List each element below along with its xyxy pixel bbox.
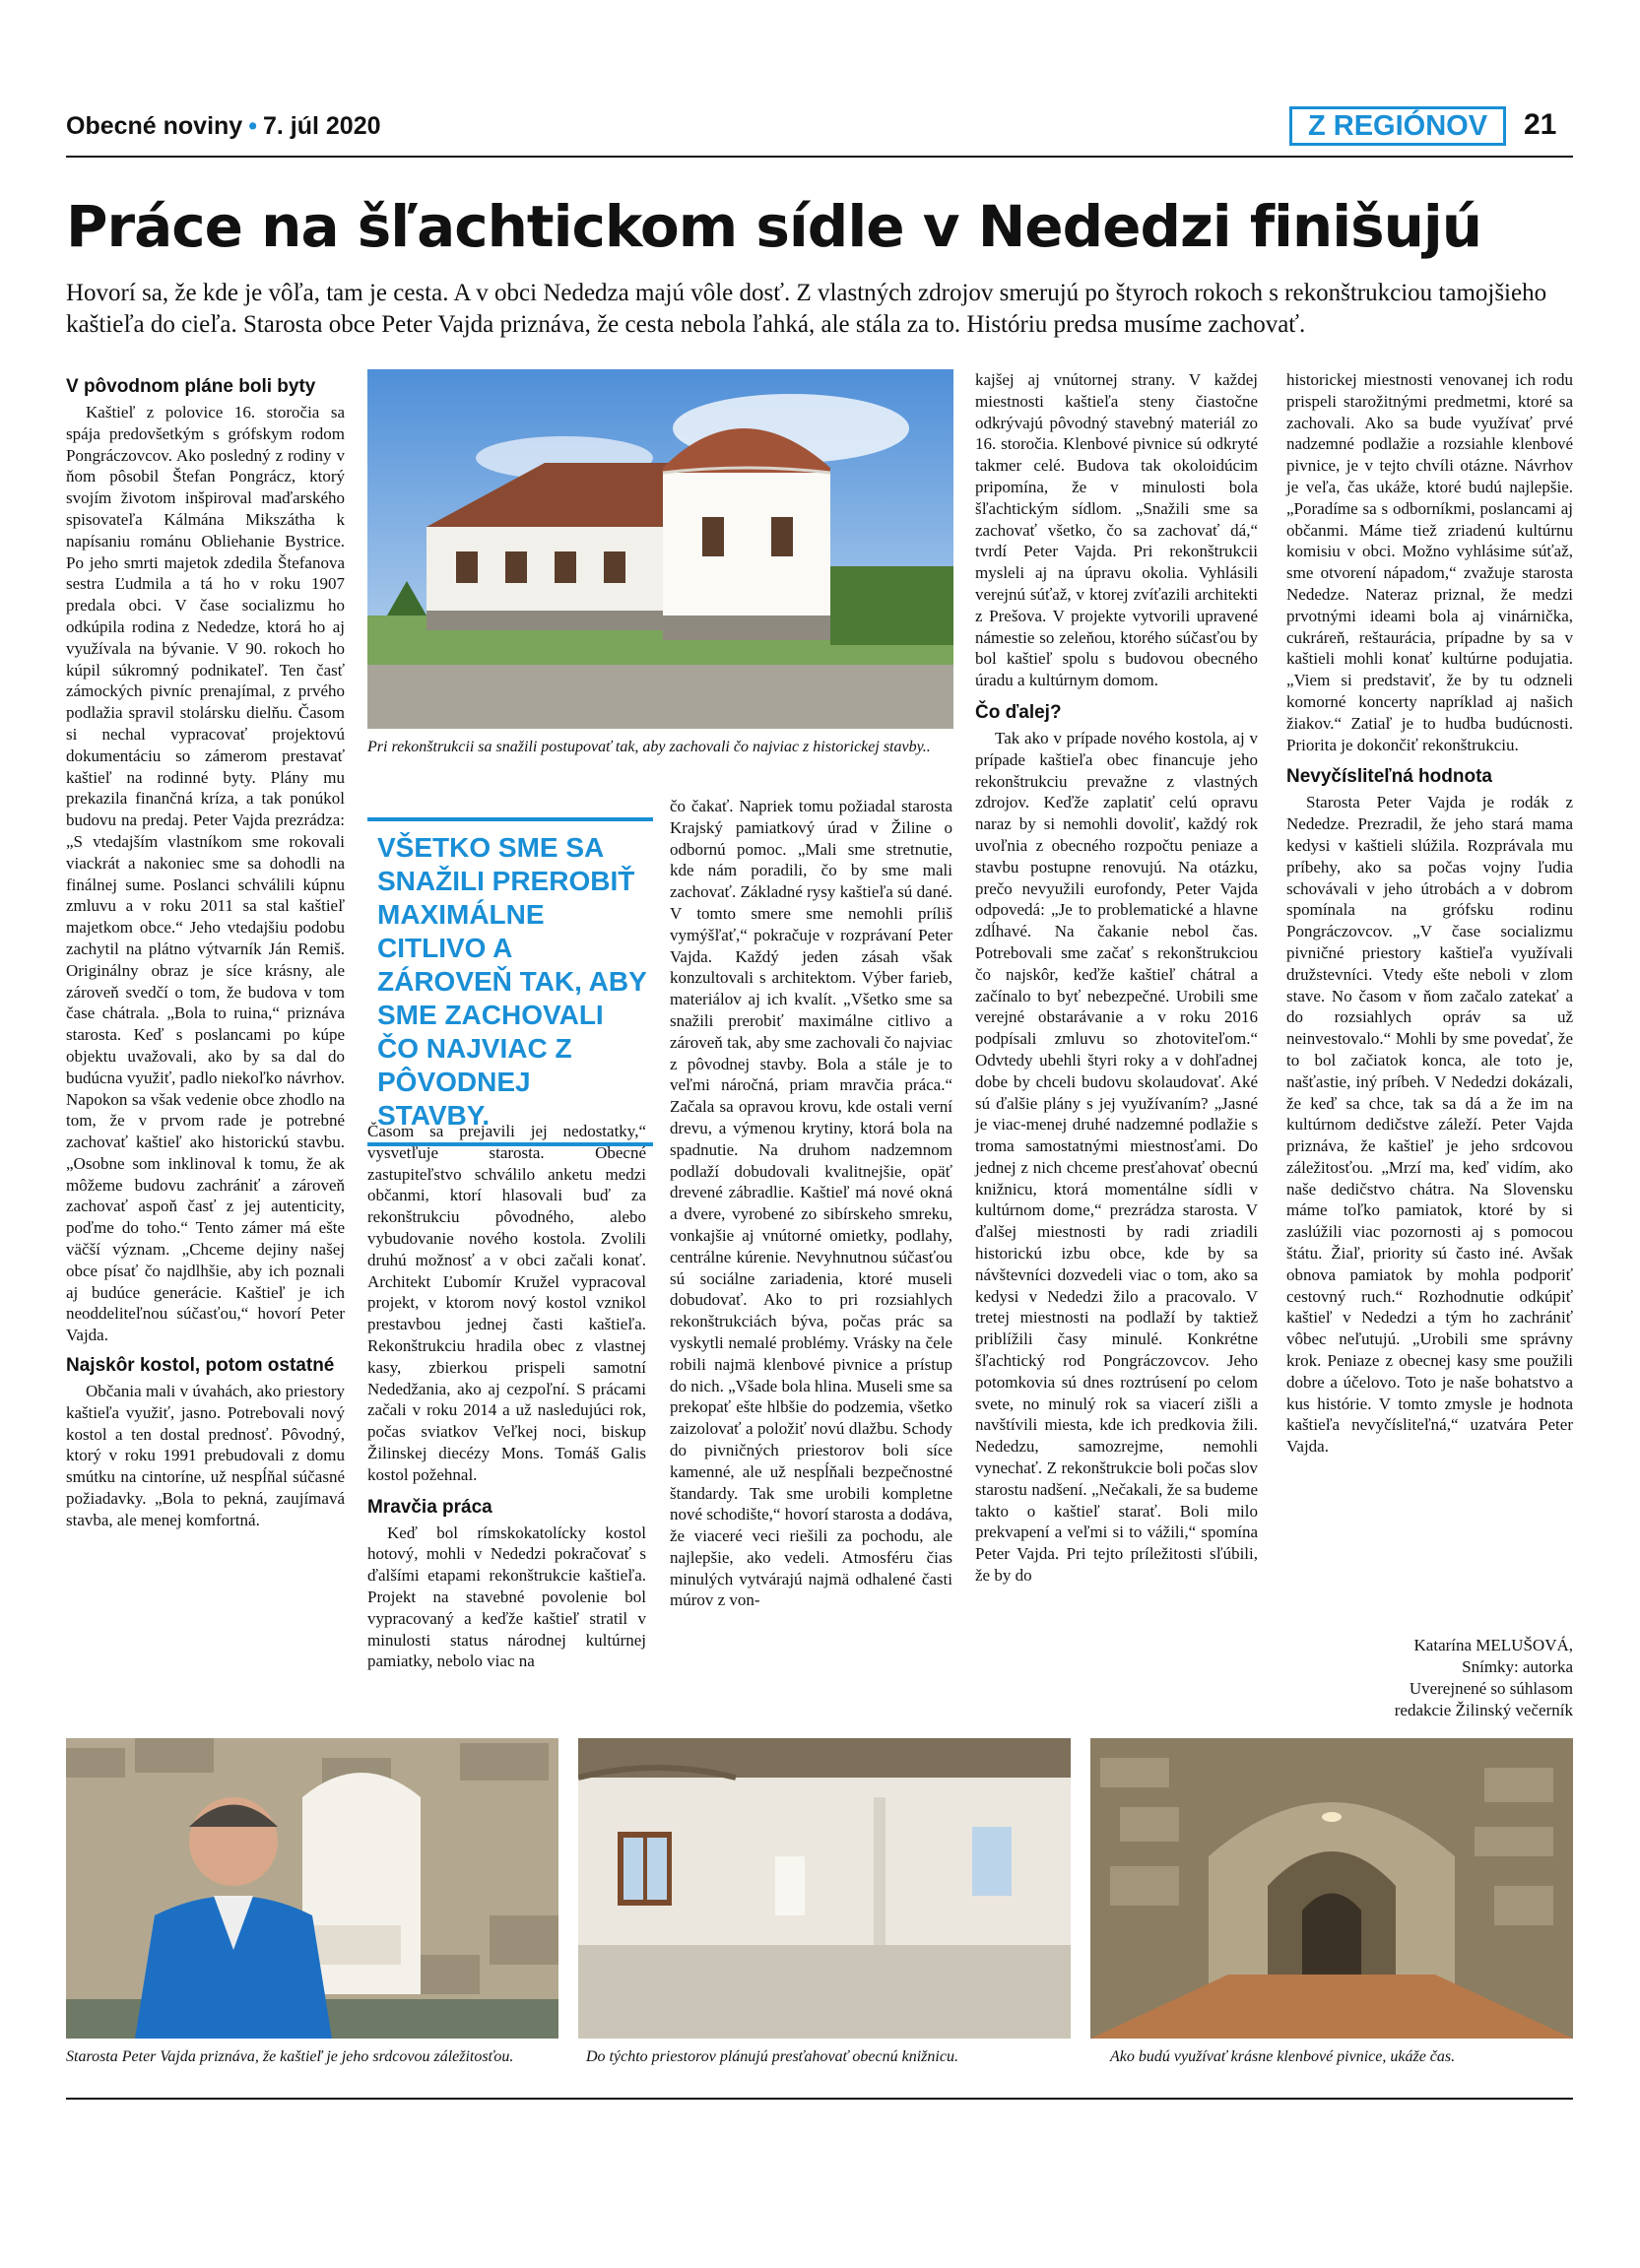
manor-house-illustration (367, 369, 953, 729)
article-column-2 (367, 1121, 646, 1672)
paragraph: Starosta Peter Vajda je rodák z Nededze. Prezradil, že jeho stará mama kedysi v kaštieli slúžila. Rozprávala mu príbehy, ako sa počas vojny ľudia schovávali v jeho útrobách a v dobrom spomínala na grófsku rodinu Pongráczovcov. „V čase socializmu pivničné priestory kaštieľa využívali družstevníci. Vtedy ešte neboli v zlom stave. No časom v ňom začalo zatekať a do rozsiahlych opráv sa už neinvestovalo.“ Mohli by sme povedať, že to bol začiatok konca, ale toto je, našťastie, iný príbeh. V Nededzi dokázali, že keď sa chce, tak sa dá a že im na kultúrnom dedičstve záleží. Peter Vajda priznáva, že kaštieľ je jeho srdcovou záležitosťou. „Mrzí ma, keď vidím, ako naše dedičstvo chátra. Na Slovensku máme toľko pamiatok, ktoré by si zaslúžili viac pozornosti aj s pomocou štátu. Žiaľ, priority sú často iné. Avšak obnova pamiatok by mohla podporiť cestovný ruch.“ Rozhodnutie odkúpiť kaštieľ v Nededzi a tým ho zachrániť vôbec neľutujú. „Urobili sme správny krok. Peniaze z obecnej kasy sme použili dobre a účelovo. Toto je naše bohatstvo a kus histórie. V tomto zmysle je hodnota kaštieľa nevyčísliteľná,“ uzatvára Peter Vajda. (1286, 793, 1573, 1457)
paragraph: kajšej aj vnútornej strany. V každej miestnosti kaštieľa steny čiastočne odkrývajú pôvodný stavebný materiál zo 16. storočia. Klenbové pivnice sú odkryté takmer celé. Budova tak okoloidúcim pripomína, že v minulosti bola šľachtickým sídlom. „Snažili sme sa zachovať všetko, čo sa zachovať dá,“ tvrdí Peter Vajda. Pri rekonštrukcii mysleli aj na úpravu okolia. Vyhlásili verejnú súťaž, v ktorej zvíťazili architekti z Prešova. V projekte vytvorili upravené námestie so zeleňou, ktorého súčasťou by bol kaštieľ spolu s budovou obecného úradu a kultúrnym domom. (975, 370, 1258, 690)
rooms-photo-caption: Do týchto priestorov plánujú presťahovať obecnú knižnicu. (586, 2048, 958, 2065)
subheading-priceless-value: Nevyčísliteľná hodnota (1286, 766, 1492, 788)
permission-note: Uverejnené so súhlasom (1409, 1679, 1573, 1698)
article-column-1 (66, 369, 345, 1531)
rooms-photo (578, 1738, 1071, 2039)
pull-quote-text: VŠETKO SME SA SNAŽILI PREROBIŤ MAXIMÁLNE CITLIVO A ZÁROVEŇ TAK, ABY SME ZACHOVALI ČO NAJVIAC Z PÔVODNEJ STAVBY. (377, 832, 647, 1131)
subheading-what-next: Čo ďalej? (975, 701, 1062, 723)
rooms-illustration (578, 1738, 1071, 2039)
section-label: Z REGIÓNOV (1289, 106, 1506, 146)
issue-date: 7. júl 2020 (262, 112, 381, 140)
photo-credit: Snímky: autorka (1462, 1657, 1573, 1676)
subheading-original-plan: V pôvodnom pláne boli byty (66, 376, 316, 397)
paragraph: Časom sa prejavili jej nedostatky,“ vysvetľuje starosta. Obecné zastupiteľstvo schválilo anketu medzi občanmi, ktorí hlasovali buď za rekonštrukciu pôvodného, alebo vybudovanie nového kostola. Zvolili druhú možnosť a v obci začali konať. Architekt Ľubomír Kružel vypracoval projekt, v ktorom nový kostol vznikol prestavbou jednej časti kaštieľa. Rekonštrukciu hradila obec z vlastnej kasy, zbierkou prispeli samotní Nededžania, ako aj cezpoľní. S prácami začali v roku 2014 a už nasledujúci rok, počas sviatkov Veľkej noci, biskup Žilinskej diecézy Mons. Tomáš Galis kostol požehnal. (367, 1122, 646, 1484)
footer-rule (66, 2098, 1573, 2100)
paragraph: Tak ako v prípade nového kostola, aj v prípade kaštieľa obec financuje jeho rekonštrukciu prevažne z vlastných zdrojov. Keďže zaplatiť celú opravu naraz by si nemohli dovoliť, každý rok uvoľnia z obecného rozpočtu peniaze a stavbu postupne renovujú. Na otázku, prečo nevyužili eurofondy, Peter Vajda odpovedá: „Je to problematické a hlavne zdĺhavé. Na čakanie nebol čas. Potrebovali sme začať s rekonštrukciou čo najskôr, keďže kaštieľ chátral a začínalo to byť nebezpečné. Urobili sme verejné obstarávanie a v roku 2016 podpísali zmluvu so zhotoviteľom.“ Odvtedy ubehli štyri roky a v dohľadnej dobe by chceli budovu skolaudovať. Aké sú ďalšie plány s jej využívaním? „Jasné je viac-menej druhé nadzemné podlažie s troma samostatnými miestnosťami. Do jednej z nich chceme presťahovať obecnú knižnicu, ktorá momentálne sídli v kultúrnom dome,“ prezrádza starosta. V ďalšej miestnosti by radi zriadili historickú izbu obce, kde by sa návštevníci dozvedeli viac o tom, ako sa kedysi v Nededzi žilo a pracovalo. V tretej miestnosti na podlaží by taktiež priblížili časy minulé. Konkrétne šľachtický rod Pongráczovcov. Jeho potomkovia sú dnes roztrúsení po celom svete, no minulý rok sa viacerí zišli a navštívili miesta, kde ich predkovia žili. Nededzu, samozrejme, nemohli vynechať. Z rekonštrukcie boli počas slov starostu nadšení. „Nečakali, že sa budeme takto o kaštieľ starať. Boli milo prekvapení a veľmi si to vážili,“ spomína Peter Vajda. Pri tejto príležitosti sľúbili, že by do (975, 728, 1258, 1586)
author-name: Katarína MELUŠOVÁ, (1413, 1636, 1573, 1654)
paragraph: Kaštieľ z polovice 16. storočia sa spája predovšetkým s grófskym rodom Pongráczovcov. Ako posledný z rodiny v ňom pôsobil Štefan Pongrácz, ktorý svojím životom inšpiroval maďarského spisovateľa Kálmána Mikszátha k napísaniu románu Obliehanie Bystrice. Po jeho smrti majetok zdedila Štefanova sestra Ľudmila a tá ho v roku 1907 predala obci. V čase socializmu ho odkúpila rodina z Nededze, ktorá ho aj využívala na bývanie. V 90. rokoch ho kúpil súkromný podnikateľ. Ten časť zámockých pivníc prenajímal, z prvého podlažia spravil stolársku dielňu. Časom si nechal vypracovať projektovú dokumentáciu so zámerom prestavať kaštieľ na rodinné byty. Plány mu prekazila finančná kríza, a tak ponúkol budovu na predaj. Peter Vajda prezrádza: „S vtedajším vlastníkom sme rokovali viackrát a nakoniec sme sa dohodli na finálnej sume. Poslanci schválili kúpnu zmluvu a v roku 2011 sa stal kaštieľ majetkom obce.“ Jeho vtedajšiu podobu zachytil na plátno výtvarník Ján Remiš. Originálny obraz je síce krásny, ale zároveň svedčí o tom, že budova v tom čase chátrala. „Bola to ruina,“ priznáva starosta. Keď s poslancami po kúpe objektu uvažovali, ako by sa dal do budúcna využiť, padlo niekoľko návrhov. Napokon sa však vedenie obce zhodlo na tom, že v prvom rade je potrebné zachovať kaštieľ ako historickú stavbu. „Osobne som inklinoval k tomu, že ak môžeme budovu zachrániť a zároveň zachovať aspoň časť z jej autenticity, poďme do toho.“ Tento zámer má ešte väčší význam. „Chceme dejiny našej obce písať čo najdlhšie, aby ich poznali aj budúce generácie. Kaštieľ je ich neoddeliteľnou súčasťou,“ hovorí Peter Vajda. (66, 403, 345, 1345)
author-signature (1280, 1635, 1573, 1721)
article-column-4 (975, 369, 1258, 1587)
cellar-photo (1090, 1738, 1573, 2039)
article-column-3 (670, 796, 952, 1611)
paragraph: Keď bol rímskokatolícky kostol hotový, mohli v Nededzi pokračovať s ďalšími etapami rekonštrukcie kaštieľa. Projekt na stavebné povolenie bol vypracovaný a keďže kaštieľ stratil v minulosti status národnej kultúrnej pamiatky, nebolo viac na (367, 1523, 646, 1671)
pull-quote (367, 817, 653, 1146)
paragraph: Občania mali v úvahách, ako priestory kaštieľa využiť, jasno. Potrebovali nový kostol a ten dostal prednosť. Pôvodný, ktorý v roku 1991 prebudovali z domu smútku na cintoríne, už nespĺňal súčasné požiadavky. „Bola to pekná, zaujímavá stavba, ale menej komfortná. (66, 1382, 345, 1529)
permission-note-source: redakcie Žilinský večerník (1394, 1701, 1573, 1719)
page-header (66, 106, 1573, 150)
publication-line (66, 112, 381, 141)
header-rule (66, 156, 1573, 158)
mayor-photo (66, 1738, 558, 2039)
mayor-photo-caption: Starosta Peter Vajda priznáva, že kaštieľ je jeho srdcovou záležitosťou. (66, 2048, 514, 2065)
page-number: 21 (1524, 108, 1557, 141)
manor-house-photo (367, 369, 953, 729)
mayor-illustration (66, 1738, 558, 2039)
separator-dot: • (248, 112, 257, 140)
article-lead: Hovorí sa, že kde je vôľa, tam je cesta. A v obci Nededza majú vôle dosť. Z vlastných zdrojov smerujú po štyroch rokoch s rekonštrukciou tamojšieho kaštieľa do cieľa. Starosta obce Peter Vajda priznáva, že cesta nebola ľahká, ale stála za to. Históriu predsa musíme zachovať. (66, 280, 1547, 338)
article-column-5 (1286, 369, 1573, 1458)
main-photo-caption: Pri rekonštrukcii sa snažili postupovať tak, aby zachovali čo najviac z historickej stavby.. (367, 739, 931, 755)
cellar-illustration (1090, 1738, 1573, 2039)
publication-name: Obecné noviny (66, 112, 243, 140)
cellar-photo-caption: Ako budú využívať krásne klenbové pivnice, ukáže čas. (1110, 2048, 1456, 2065)
article-title: Práce na šľachtickom sídle v Nededzi finišujú (66, 193, 1482, 260)
paragraph: čo čakať. Napriek tomu požiadal starosta Krajský pamiatkový úrad v Žiline o odbornú pomoc. „Mali sme stretnutie, kde nám poradili, čo by sme mali zachovať. Základné rysy kaštieľa sú dané. V tomto smere sme nemohli príliš vymýšľať,“ pokračuje v rozprávaní Peter Vajda. Každý jeden zásah však konzultovali s architektom. Výber farieb, materiálov aj ich kvalít. „Všetko sme sa snažili prerobiť maximálne citlivo a zároveň tak, aby sme zachovali čo najviac z pôvodnej stavby. Bola a stále je to veľmi náročná, priam mravčia práca.“ Začala sa opravou krovu, kde ostali verní drevu, a výmenou krytiny, ktorá bola na spadnutie. Na druhom nadzemnom podlaží dobudovali kvalitnejšie, opäť drevené zábradlie. Kaštieľ má nové okná a dvere, vyrobené zo sibírskeho smreku, vonkajšie aj vnútorné omietky, podlahy, centrálne kúrenie. Nevyhnutnou súčasťou sú sociálne zariadenia, ktoré museli dobudovať. Ako to pri rozsiahlych rekonštrukciách býva, počas prác sa vyskytli nemalé problémy. Vrásky na čele robili najmä klenbové pivnice a prístup do nich. „Všade bola hlina. Museli sme sa prekopať ešte hlbšie do podzemia, všetko zaizolovať a položiť novú dlažbu. Schody do pivničných priestorov boli síce kamenné, ale už nespĺňali bezpečnostné štandardy. Tak sme urobili kompletne nové schodište,“ hovorí starosta a dodáva, že viaceré veci riešili za pochodu, ale najlepšie, ako vedeli. Atmosféru čias minulých vytvárajú najmä odhalené časti múrov z von- (670, 797, 952, 1610)
paragraph: historickej miestnosti venovanej ich rodu prispeli starožitnými predmetmi, ktoré sa zachovali. Ako sa bude využívať prvé nadzemné podlažie a rozsiahle klenbové pivnice, je v tejto chvíli otázne. Návrhov je veľa, čas ukáže, ktoré budú najlepšie. „Poradíme sa s odborníkmi, poslancami aj občanmi. Máme tiež zriadenú kultúrnu komisiu v obci. Možno vyhlásime súťaž, sme otvorení nápadom,“ zvažuje starosta Nededze. Nateraz priznal, že medzi prvotnými ideami bola aj vinárnička, cukráreň, reštaurácia, prípadne by sa v kaštieli mohli konať kultúrne podujatia. „Viem si predstaviť, že by tu odzneli komorné koncerty napríklad aj našich žiakov.“ Zatiaľ je to hudba budúcnosti. Priorita je dokončiť rekonštrukciu. (1286, 370, 1573, 754)
subheading-church-first: Najskôr kostol, potom ostatné (66, 1355, 335, 1377)
subheading-ant-work: Mravčia práca (367, 1496, 492, 1518)
